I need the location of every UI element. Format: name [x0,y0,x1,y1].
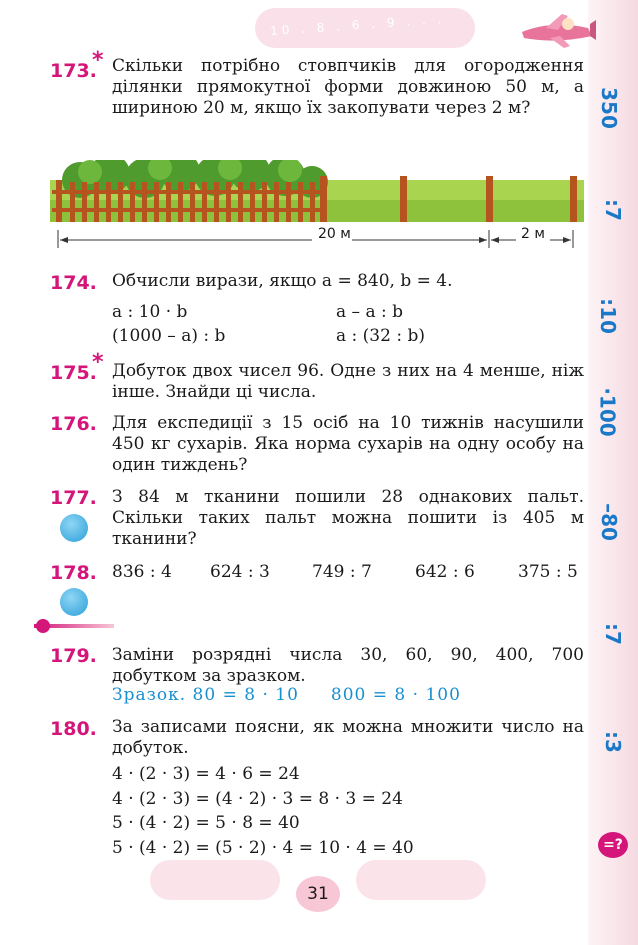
expression: a : (32 : b) [336,326,425,346]
division-item: 624 : 3 [210,562,270,582]
exercise-number: 176. [50,413,97,435]
dimension-label-short: 2 м [521,226,545,242]
footer-cloud [356,860,486,900]
exercise-text: Обчисли вирази, якщо a = 840, b = 4. [112,271,453,291]
star-mark: * [92,48,104,73]
exercise-number: 173. [50,60,97,82]
division-item: 375 : 5 [518,562,578,582]
side-code: –80 [597,503,622,541]
exercise-number: 179. [50,645,97,667]
equation-line: 4 · (2 · 3) = 4 · 6 = 24 [112,764,300,784]
puzzle-icon [60,514,88,542]
airplane-icon [512,10,598,50]
exercise-text: Для експедиції з 15 осіб на 10 тижнів насушили 450 кг сухарів. Яка норма сухарів на одну особу на один тиждень? [112,413,584,475]
expression: (1000 – a) : b [112,326,226,346]
side-code: :7 [601,623,626,645]
help-bubble: =? [598,832,628,858]
equation-line: 4 · (2 · 3) = (4 · 2) · 3 = 8 · 3 = 24 [112,789,403,809]
fence-illustration [50,160,584,252]
exercise-number: 175. [50,362,97,384]
exercise-number: 174. [50,272,97,294]
side-code: :10 [596,298,621,334]
division-item: 642 : 6 [415,562,475,582]
footer-cloud [150,860,280,900]
header-decor-numbers: 10 . 8 . 6 . 9 . . . [269,11,446,39]
exercise-text: За записами поясни, як можна множити число на добуток. [112,717,584,758]
exercise-number: 177. [50,487,97,509]
exercise-text: З 84 м тканини пошили 28 однакових пальт. Скільки таких пальт можна пошити із 405 м тканини? [112,487,584,549]
side-code: :3 [601,731,626,753]
exercise-text: Заміни розрядні числа 30, 60, 90, 400, 700 добутком за зразком. [112,645,584,686]
page-number: 31 [296,876,340,912]
dimension-label-long: 20 м [318,226,351,242]
division-item: 836 : 4 [112,562,172,582]
right-margin-band [588,0,638,945]
exercise-text: Скільки потрібно стовпчиків для огородження ділянки прямокутної форми довжиною 50 м, а шириною 20 м, якщо їх закопувати через 2 м? [112,56,584,118]
star-mark: * [92,350,104,375]
equation-line: 5 · (4 · 2) = 5 · 8 = 40 [112,813,300,833]
expression: a : 10 · b [112,302,188,322]
side-code: 350 [597,87,622,129]
exercise-text: Добуток двох чисел 96. Одне з них на 4 менше, ніж інше. Знайди ці числа. [112,361,584,402]
division-item: 749 : 7 [312,562,372,582]
sample-line: Зразок. 80 = 8 · 10 800 = 8 · 100 [112,685,461,705]
side-code: ·100 [595,387,620,437]
equation-line: 5 · (4 · 2) = (5 · 2) · 4 = 10 · 4 = 40 [112,838,414,858]
exercise-number: 180. [50,718,97,740]
puzzle-icon [60,588,88,616]
section-dot [36,619,50,633]
expression: a – a : b [336,302,403,322]
side-code: :7 [601,199,626,221]
exercise-number: 178. [50,562,97,584]
